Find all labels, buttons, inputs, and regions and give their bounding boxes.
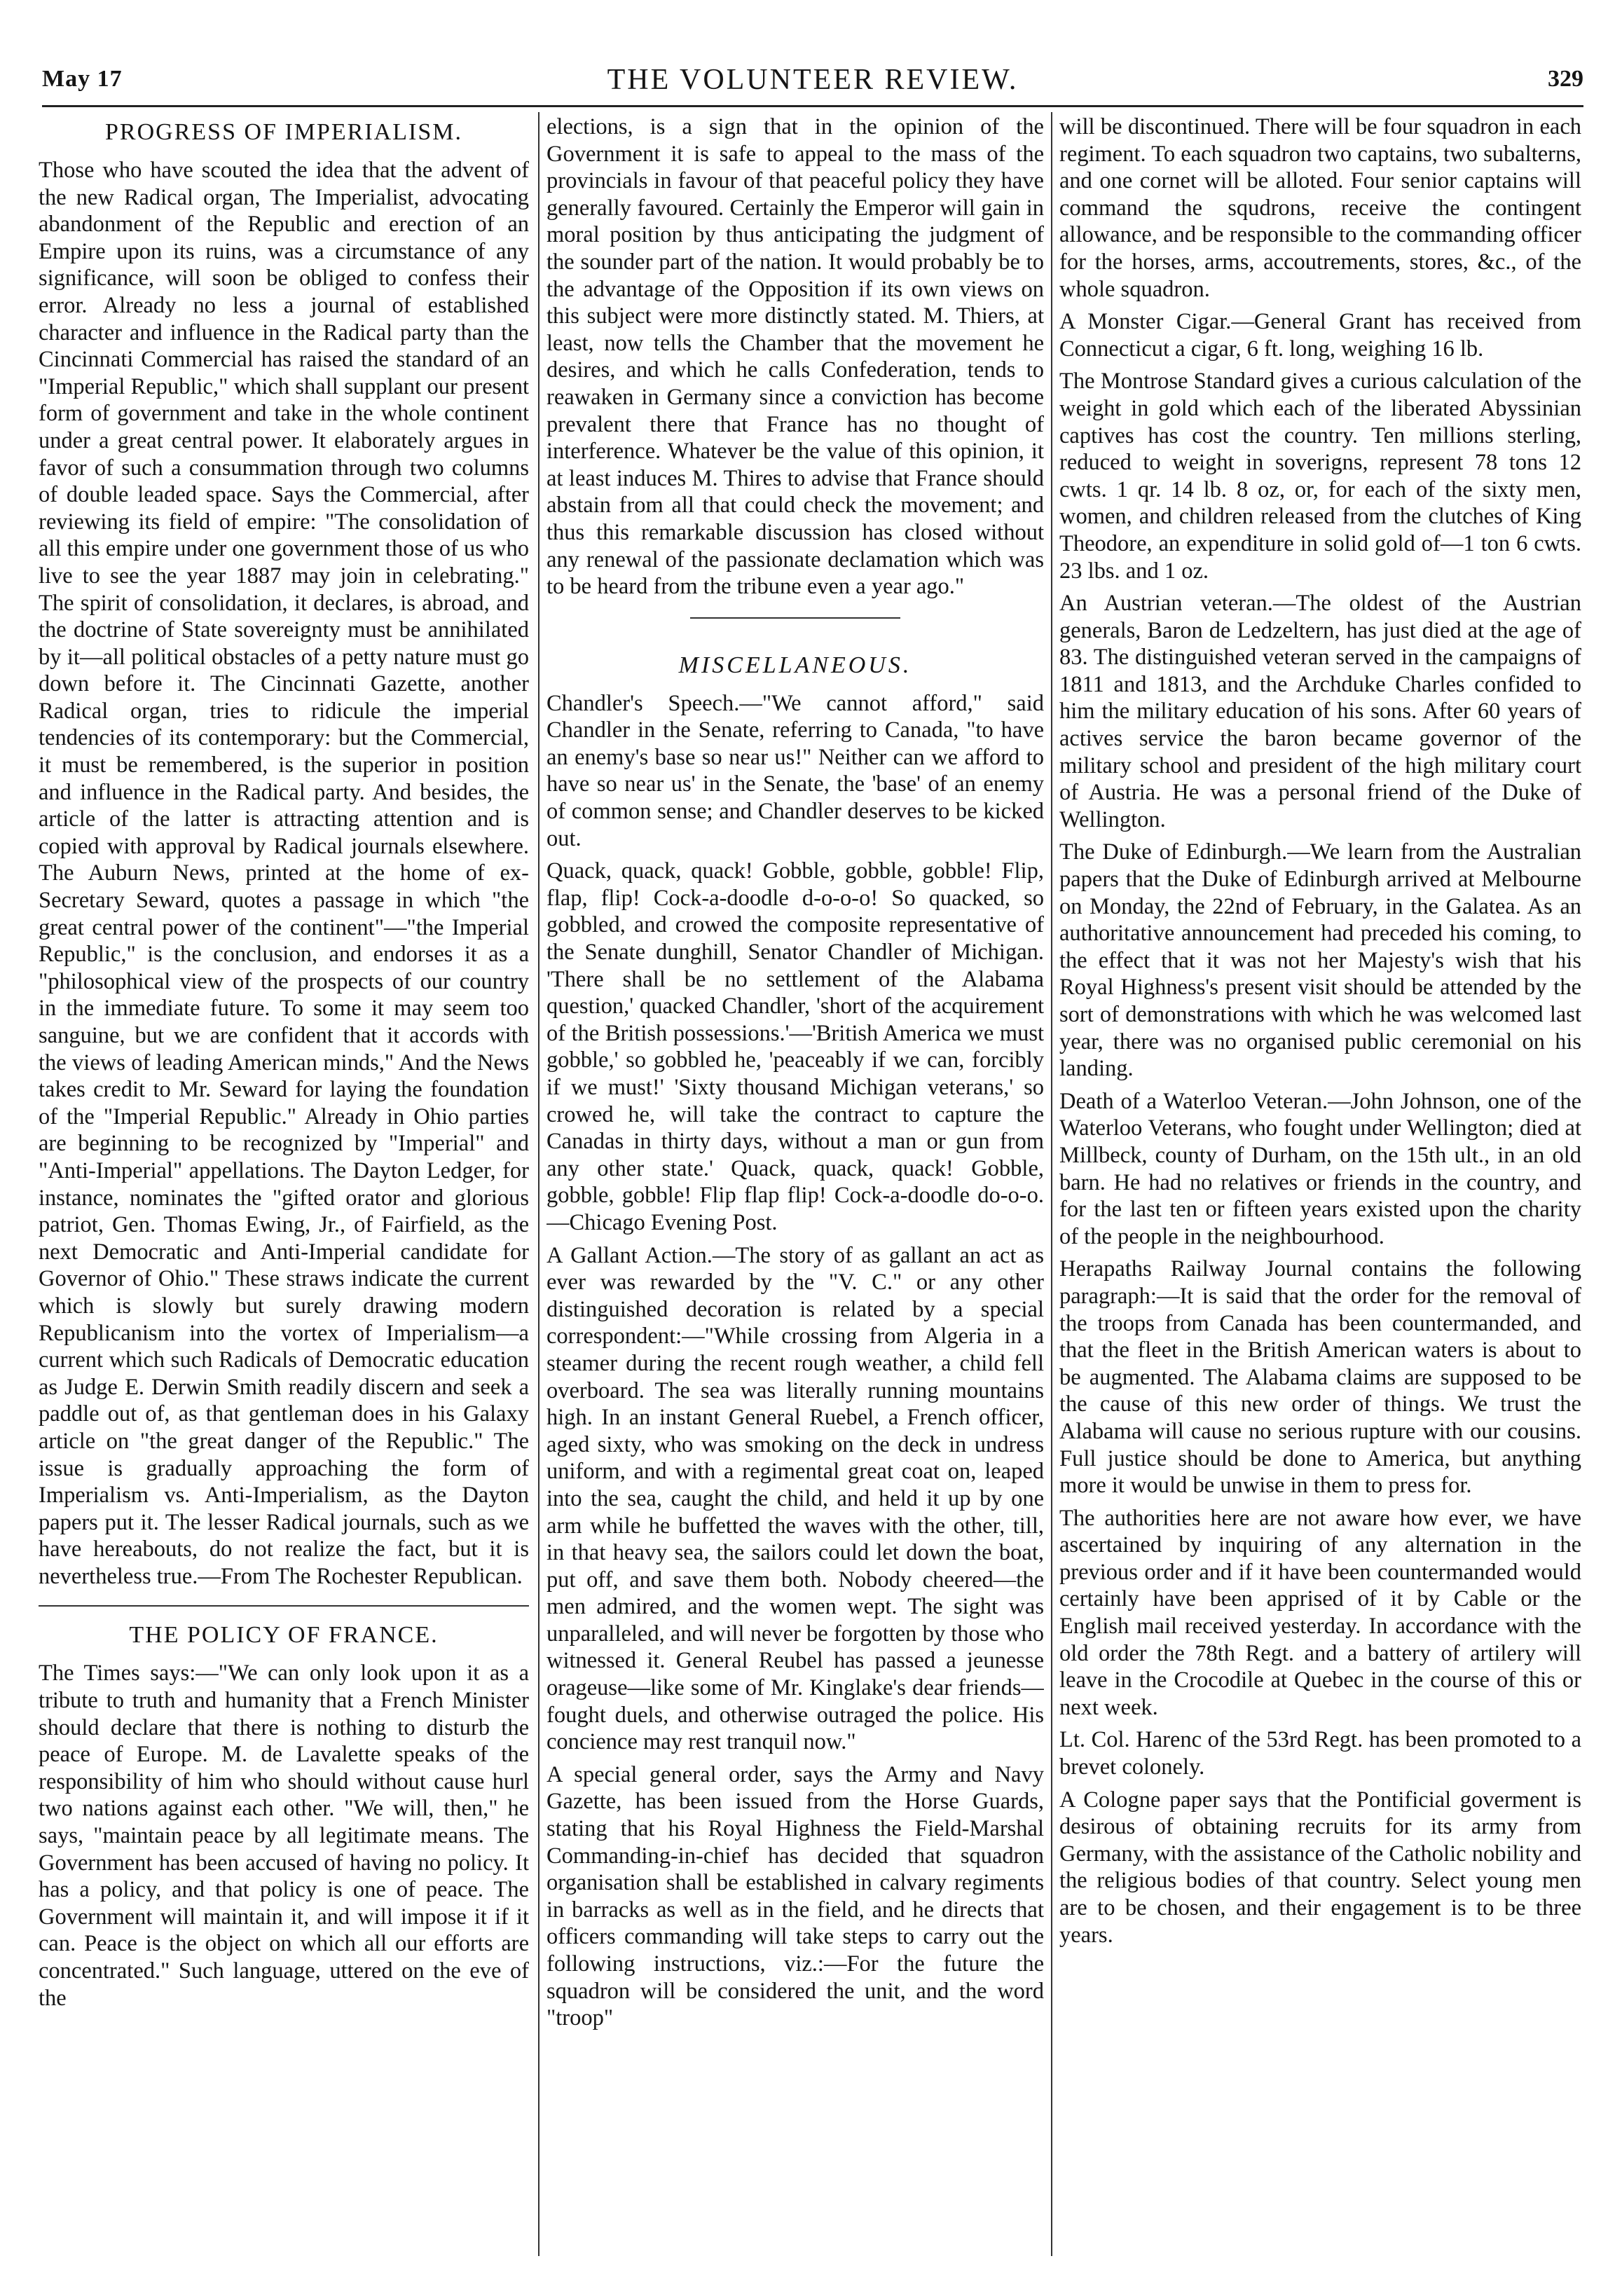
harenc-paragraph: Lt. Col. Harenc of the 53rd Regt. has been promoted to a brevet colonely. [1059, 1727, 1581, 1780]
miscellaneous-heading: MISCELLANEOUS. [678, 652, 912, 678]
monster-cigar-paragraph: A Monster Cigar.—General Grant has received from Connecticut a cigar, 6 ft. long, weighing 16 lb. [1059, 309, 1581, 362]
column-3 [1059, 114, 1581, 1954]
herapath-paragraph: Herapaths Railway Journal contains the following paragraph:—It is said that the order for the removal of the troops from Canada has been countermanded, and that the fleet in the British American waters is about to be augmented. The Alabama claims are supposed to be the cause of this new order of things. We trust the Alabama will cause no serious rupture with our cousins. Full justice should be done to America, but anything more it would be unwise in them to press for. [1059, 1256, 1581, 1499]
cologne-paragraph: A Cologne paper says that the Pontificial goverment is desirous of obtaining recruits for its army from Germany, with the assistance of the Catholic nobility and the religious bodies of that country. Select young men are to be chosen, and their engagement is to be three years. [1059, 1787, 1581, 1948]
special-order-paragraph: A special general order, says the Army and Navy Gazette, has been issued from the Horse Guards, stating that his Royal Highness the Field-Marshal Commanding-in-chief has decided that squadron organisation shall be established in calvary regiments in barracks as well as in the field, and he directs that officers commanding will take steps to carry out the following instructions, viz.:—For the future the squadron will be considered the unit, and the word "troop" [547, 1761, 1044, 2031]
column-1 [39, 114, 529, 2017]
duke-of-edinburgh-paragraph: The Duke of Edinburgh.—We learn from the Australian papers that the Duke of Edinburgh arrived at Melbourne on Monday, the 22nd of February, in the Galatea. As an authoritative announcement had preceded his coming, to the effect that it was not her Majesty's wish that his Royal Highness's present visit should be attended by the sort of demonstrations with which he was welcomed last year, there was no organised public ceremonial on his landing. [1059, 839, 1581, 1082]
page-number: 329 [1548, 66, 1583, 92]
france-article-continued: elections, is a sign that in the opinion of the Government it is safe to appeal to the mass of the provincials in favour of that peaceful policy they have generally favoured. Certainly the Emperor will gain in moral position by thus anticipating the judgment of the sounder part of the nation. It would probably be to the advantage of the Opposition if its own views on this subject were more distinctly stated. M. Thiers, at least, now tells the Chamber that the movement he desires, and which he calls Confederation, tends to reawaken in Germany since a conviction has become prevalent there that France has no thought of interference. Whatever be the value of this opinion, it at least induces M. Thires to advise that France should abstain from all that could check the movement; and thus this remarkable discussion has closed without any renewal of the passionate declamation which was to be heard from the tribune even a year ago." [547, 114, 1044, 600]
france-heading: THE POLICY OF FRANCE. [129, 1622, 439, 1649]
france-article: The Times says:—"We can only look upon it as a tribute to truth and humanity that a French Minister should declare that there is nothing to disturb the peace of Europe. M. de Lavalette speaks of the responsibility of him who should without cause hurl two nations against each other. "We will, then," he says, "maintain peace by all legitimate means. The Government has been accused of having no policy. It has a policy, and that policy is one of peace. The Government will maintain it, and will impose it if it can. Peace is the object on which all our efforts are concentrated." Such language, uttered on the eve of the [39, 1661, 529, 2011]
waterloo-veteran-paragraph: Death of a Waterloo Veteran.—John Johnson, one of the Waterloo Veterans, who fought under Wellington; died at Millbeck, county of Durham, on the 15th ult., in an old barn. He had no relatives or friends in the country, and for the last ten or fifteen years existed upon the charity of the people in the neighbourhood. [1059, 1088, 1581, 1249]
masthead-title: THE VOLUNTEER REVIEW. [607, 64, 1019, 96]
authorities-paragraph: The authorities here are not aware how ever, we have ascertained by inquiring of any alternation in the previous order and if it have been countermanded would certainly have been apprised of it by Cable or the English mail received yesterday. In accordance with the old order the 78th Regt. and a battery of artilery will leave in the Crocodile at Quebec in the course of this or next week. [1059, 1505, 1581, 1720]
austrian-veteran-paragraph: An Austrian veteran.—The oldest of the Austrian generals, Baron de Ledzeltern, has just died at the age of 83. The distinguished veteran served in the campaigns of 1811 and 1813, and the Archduke Charles confided to him the military education of his sons. After 60 years of actives service the baron became governor of the military school and president of the high military court of Austria. He was a personal friend of the Duke of Wellington. [1059, 591, 1581, 832]
imperialism-article: Those who have scouted the idea that the advent of the new Radical organ, The Imperialist, advocating abandonment of the Republic and erection of an Empire upon its ruins, was a circumstance of any significance, will soon be obliged to confess their error. Already no less a journal of established character and influence in the Radical party than the Cincinnati Commercial has raised the standard of an "Imperial Republic," which shall supplant our present form of government and take in the whole continent under a great central power. It elaborately argues in favor of such a consummation through two columns of double leaded space. Says the Commercial, after reviewing its field of empire: "The consolidation of all this empire under one government those of us who live to see the year 1887 may join in celebrating." The spirit of consolidation, it declares, is abroad, and the doctrine of State sovereignty must be annihilated by it—all political obstacles of a petty nature must go down before it. The Cincinnati Gazette, another Radical organ, tries to ridicule the imperial tendencies of its contemporary: but the Commercial, it must be remembered, is the superior in position and influence in the Radical party. And besides, the article of the latter is attracting attention and is copied with approval by Radical journals elsewhere. The Auburn News, printed at the home of ex-Secretary Seward, quotes a passage in which "the great central power of the continent"—"the Imperial Republic," is the conclusion, and endorses it as a "philosophical view of the prospects of our country in the immediate future. To some it may seem too sanguine, but we are confident that it accords with the views of leading American minds," And the News takes credit to Mr. Seward for laying the foundation of the "Imperial Republic." Already in Ohio parties are beginning to be recognized by "Imperial" and "Anti-Imperial" appellations. The Dayton Ledger, for instance, nominates the "gifted orator and glorious patriot, Gen. Thomas Ewing, Jr., of Fairfield, as the next Democratic and Anti-Imperial candidate for Governor of Ohio." These straws indicate the current which is slowly but surely drawing modern Republicanism into the vortex of Imperialism—a current which such Radicals of Democratic education as Judge E. Derwin Smith readily discern and seek a paddle out of, as that gentleman does in his Galaxy article on "the great danger of the Republic." The issue is gradually approaching the form of Imperialism vs. Anti-Imperialism, as the Dayton papers put it. The lesser Radical journals, such as we have hereabouts, do not realize the fact, but it is nevertheless true.—From The Rochester Republican. [39, 158, 529, 1589]
header-divider [42, 105, 1583, 107]
ornament-divider [547, 612, 1044, 624]
gallant-action-paragraph: A Gallant Action.—The story of as gallant an act as ever was rewarded by the "V. C." or any other distinguished decoration is related by a special correspondent:—"While crossing from Algeria in a steamer during the recent rough weather, a child fell overboard. The sea was literally running mountains high. In an instant General Ruebel, a French officer, aged sixty, who was smoking on the deck in undress uniform, and with a regimental great coat on, leaped into the sea, caught the child, and held it up by one arm while he buffetted the waves with the other, till, in that heavy sea, the sailors could let down the boat, put off, and save them both. Nobody cheered—the men admired, and the women wept. The sight was unparalleled, and will never be forgotten by those who witnessed it. General Reubel has passed a jeunesse orageuse—like some of Mr. Kinglake's dear friends—fought duels, and otherwise outraged the police. His concience may rest tranquil now." [547, 1242, 1044, 1755]
montrose-paragraph: The Montrose Standard gives a curious calculation of the weight in gold which each of the liberated Abyssinian captives has cost the country. Ten millions sterling, reduced to weight in soverigns, represent 78 tons 12 cwts. 1 qr. 14 lb. 8 oz, or, for each of the sixty men, women, and children released from the clutches of King Theodore, an expenditure in solid gold of—1 ton 6 cwts. 23 lbs. and 1 oz. [1059, 369, 1581, 584]
chandler-paragraph: Chandler's Speech.—"We cannot afford," said Chandler in the Senate, referring to Canada, "to have an enemy's base so near us!" Neither can we afford to have so near us' in the Senate, the 'base' of an enemy of common sense; and Chandler deserves to be kicked out. [547, 690, 1044, 851]
chandler-quack-paragraph: Quack, quack, quack! Gobble, gobble, gobble! Flip, flap, flip! Cock-a-doodle d-o-o-o! So quacked, so gobbled, and crowed the composite representative of the Senate dunghill, Senator Chandler of Michigan. 'There shall be no settlement of the Alabama question,' quacked Chandler, 'short of the acquirement of the British possessions.'—'British America we must gobble,' so gobbled he, 'peaceably if we can, forcibly if we must!' 'Sixty thousand Michigan veterans,' so crowed he, will take the contract to capture the Canadas in thirty days, without a man or gun from any other state.' Quack, quack, quack! Gobble, gobble, gobble! Flip flap flip! Cock-a-doodle do-o-o.—Chicago Evening Post. [547, 858, 1044, 1235]
page-header [42, 62, 1583, 111]
column-divider [1051, 112, 1052, 2256]
article-divider [39, 1605, 529, 1607]
column-divider [538, 112, 539, 2256]
column-2 [547, 114, 1044, 2037]
order-continued-paragraph: will be discontinued. There will be four squadron in each regiment. To each squadron two captains, two subalterns, and one cornet will be alloted. Four senior captains will command the squdrons, receive the contingent allowance, and be responsible to the commanding officer for the horses, arms, accoutrements, stores, &c., of the whole squadron. [1059, 114, 1581, 302]
imperialism-heading: PROGRESS OF IMPERIALISM. [105, 119, 462, 145]
issue-date: May 17 [42, 66, 123, 92]
